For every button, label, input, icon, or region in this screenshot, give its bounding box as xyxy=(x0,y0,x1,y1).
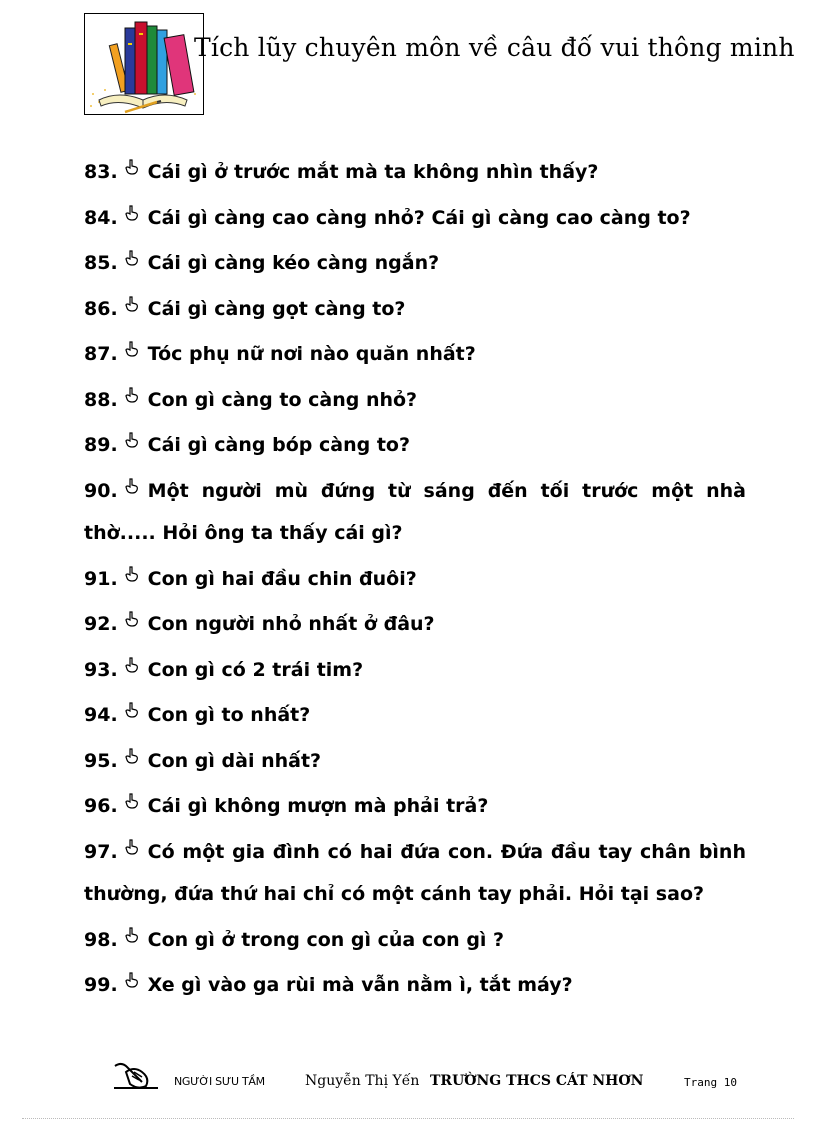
riddle-text: Cái gì không mượn mà phải trả? xyxy=(147,795,489,817)
pointing-hand-icon xyxy=(124,148,140,164)
riddle-item xyxy=(84,194,746,240)
riddle-text: Con gì dài nhất? xyxy=(147,749,322,772)
books-logo xyxy=(84,13,204,115)
riddle-number: 83. xyxy=(84,161,118,183)
writing-hand-icon xyxy=(112,1058,160,1092)
riddle-text: Con gì càng to càng nhỏ? xyxy=(147,388,418,411)
pointing-hand-icon xyxy=(124,376,140,392)
bottom-divider xyxy=(22,1118,794,1119)
pointing-hand-icon xyxy=(124,194,140,210)
page-header xyxy=(84,13,795,117)
collector-label: NGƯỜI SƯU TẦM xyxy=(174,1075,265,1088)
riddle-number: 99. xyxy=(84,974,118,996)
riddle-item xyxy=(84,828,746,916)
pointing-hand-icon xyxy=(124,239,140,255)
riddle-item xyxy=(84,691,746,737)
riddle-text: Cái gì càng bóp càng to? xyxy=(147,434,410,456)
riddle-text: Có một gia đình có hai đứa con. Đứa đầu tay chân bình thường, đứa thứ hai chỉ có một cánh tay phải. Hỏi tại sao? xyxy=(84,840,746,905)
riddle-number: 96. xyxy=(84,795,118,817)
pointing-hand-icon xyxy=(124,691,140,707)
riddle-text: Một người mù đứng từ sáng đến tối trước một nhà thờ..... Hỏi ông ta thấy cái gì? xyxy=(84,479,746,544)
riddle-text: Cái gì càng cao càng nhỏ? Cái gì càng cao càng to? xyxy=(147,206,691,229)
riddle-number: 93. xyxy=(84,658,118,681)
riddle-item xyxy=(84,330,746,376)
pointing-hand-icon xyxy=(124,782,140,798)
pointing-hand-icon xyxy=(124,467,140,483)
riddle-item xyxy=(84,148,746,194)
pointing-hand-icon xyxy=(124,737,140,753)
riddle-item xyxy=(84,646,746,692)
pointing-hand-icon xyxy=(124,555,140,571)
riddle-number: 85. xyxy=(84,252,118,274)
riddle-number: 92. xyxy=(84,613,118,635)
pointing-hand-icon xyxy=(124,646,140,662)
riddle-item xyxy=(84,916,746,962)
pointing-hand-icon xyxy=(124,828,140,844)
pointing-hand-icon xyxy=(124,330,140,346)
riddle-list xyxy=(84,148,746,1007)
author-name: Nguyễn Thị Yến xyxy=(305,1073,420,1089)
riddle-number: 84. xyxy=(84,206,118,229)
riddle-text: Tóc phụ nữ nơi nào quăn nhất? xyxy=(147,343,476,365)
riddle-item xyxy=(84,961,746,1007)
riddle-text: Con gì to nhất? xyxy=(147,704,311,726)
riddle-number: 94. xyxy=(84,704,118,726)
document-title: Tích lũy chuyên môn về câu đố vui thông minh xyxy=(194,33,795,62)
books-icon xyxy=(85,14,204,115)
pointing-hand-icon xyxy=(124,916,140,932)
riddle-number: 87. xyxy=(84,343,118,365)
riddle-text: Cái gì càng kéo càng ngắn? xyxy=(147,252,440,274)
riddle-number: 89. xyxy=(84,434,118,456)
riddle-number: 90. xyxy=(84,479,118,502)
riddle-number: 97. xyxy=(84,840,118,863)
riddle-item xyxy=(84,555,746,601)
school-name: TRƯỜNG THCS CÁT NHƠN xyxy=(430,1073,644,1089)
riddle-item xyxy=(84,600,746,646)
riddle-text: Xe gì vào ga rùi mà vẫn nằm ì, tắt máy? xyxy=(147,974,573,996)
riddle-number: 88. xyxy=(84,388,118,411)
riddle-text: Con gì hai đầu chin đuôi? xyxy=(147,567,417,590)
riddle-text: Cái gì càng gọt càng to? xyxy=(147,297,406,320)
page-number: Trang 10 xyxy=(684,1076,737,1089)
riddle-number: 98. xyxy=(84,928,118,951)
riddle-text: Con người nhỏ nhất ở đâu? xyxy=(147,613,435,635)
riddle-number: 91. xyxy=(84,567,118,590)
riddle-text: Con gì ở trong con gì của con gì ? xyxy=(147,928,505,951)
riddle-item xyxy=(84,376,746,422)
riddle-item xyxy=(84,782,746,828)
pointing-hand-icon xyxy=(124,961,140,977)
riddle-text: Cái gì ở trước mắt mà ta không nhìn thấy? xyxy=(147,161,599,183)
riddle-item xyxy=(84,239,746,285)
riddle-item xyxy=(84,421,746,467)
pointing-hand-icon xyxy=(124,285,140,301)
riddle-number: 95. xyxy=(84,749,118,772)
page-footer xyxy=(110,1058,750,1098)
riddle-text: Con gì có 2 trái tim? xyxy=(147,658,364,681)
riddle-item xyxy=(84,737,746,783)
riddle-number: 86. xyxy=(84,297,118,320)
riddle-item xyxy=(84,467,746,555)
riddle-item xyxy=(84,285,746,331)
pointing-hand-icon xyxy=(124,600,140,616)
pointing-hand-icon xyxy=(124,421,140,437)
